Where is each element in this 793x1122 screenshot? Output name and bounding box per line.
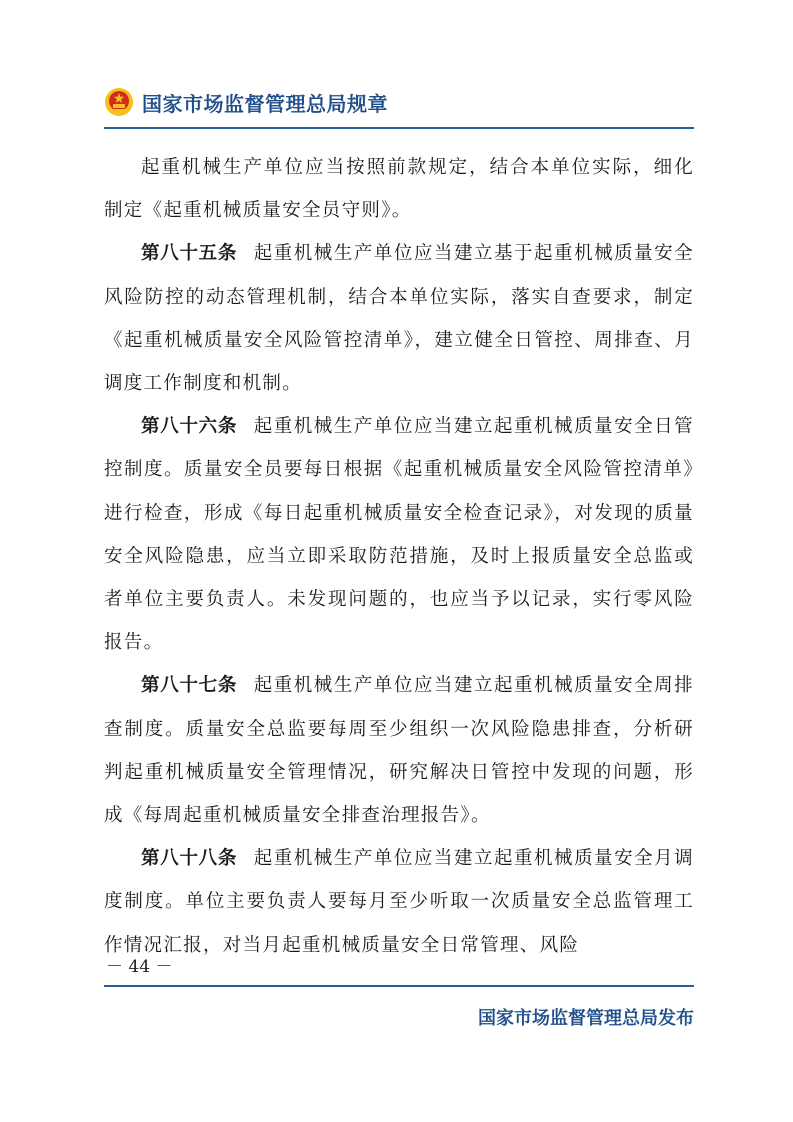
footer-divider <box>104 985 694 987</box>
footer-publisher: 国家市场监督管理总局发布 <box>478 1008 694 1029</box>
article-paragraph <box>104 232 694 405</box>
national-emblem-icon <box>104 87 134 117</box>
article-number: 第八十五条 <box>141 243 238 265</box>
article-number: 第八十七条 <box>141 675 238 697</box>
article-number: 第八十六条 <box>141 416 238 438</box>
paragraph <box>104 146 694 232</box>
paragraph-text: 起重机械生产单位应当建立基于起重机械质量安全风险防控的动态管理机制，结合本单位实际，落实自查要求，制定《起重机械质量安全风险管控清单》，建立健全日管控、周排查、月调度工作制度和机制。 <box>104 243 694 395</box>
header-title: 国家市场监督管理总局规章 <box>142 91 388 116</box>
header-divider <box>104 127 694 129</box>
article-number: 第八十八条 <box>141 848 238 870</box>
paragraph-text: 起重机械生产单位应当按照前款规定，结合本单位实际，细化制定《起重机械质量安全员守则》。 <box>104 157 694 222</box>
page-header <box>104 84 388 120</box>
article-paragraph <box>104 405 694 664</box>
document-body <box>104 146 694 967</box>
article-paragraph <box>104 664 694 837</box>
article-paragraph <box>104 837 694 967</box>
paragraph-text: 起重机械生产单位应当建立起重机械质量安全周排查制度。质量安全总监要每周至少组织一次风险隐患排查，分析研判起重机械质量安全管理情况，研究解决日管控中发现的问题，形成《每周起重机械质量安全排查治理报告》。 <box>104 675 694 827</box>
paragraph-text: 起重机械生产单位应当建立起重机械质量安全月调度制度。单位主要负责人要每月至少听取一次质量安全总监管理工作情况汇报，对当月起重机械质量安全日常管理、风险 <box>104 848 694 956</box>
page-number: － 44 － <box>106 957 173 977</box>
paragraph-text: 起重机械生产单位应当建立起重机械质量安全日管控制度。质量安全员要每日根据《起重机械质量安全风险管控清单》进行检查，形成《每日起重机械质量安全检查记录》，对发现的质量安全风险隐患，应当立即采取防范措施，及时上报质量安全总监或者单位主要负责人。未发现问题的，也应当予以记录，实行零风险报告。 <box>104 416 694 654</box>
